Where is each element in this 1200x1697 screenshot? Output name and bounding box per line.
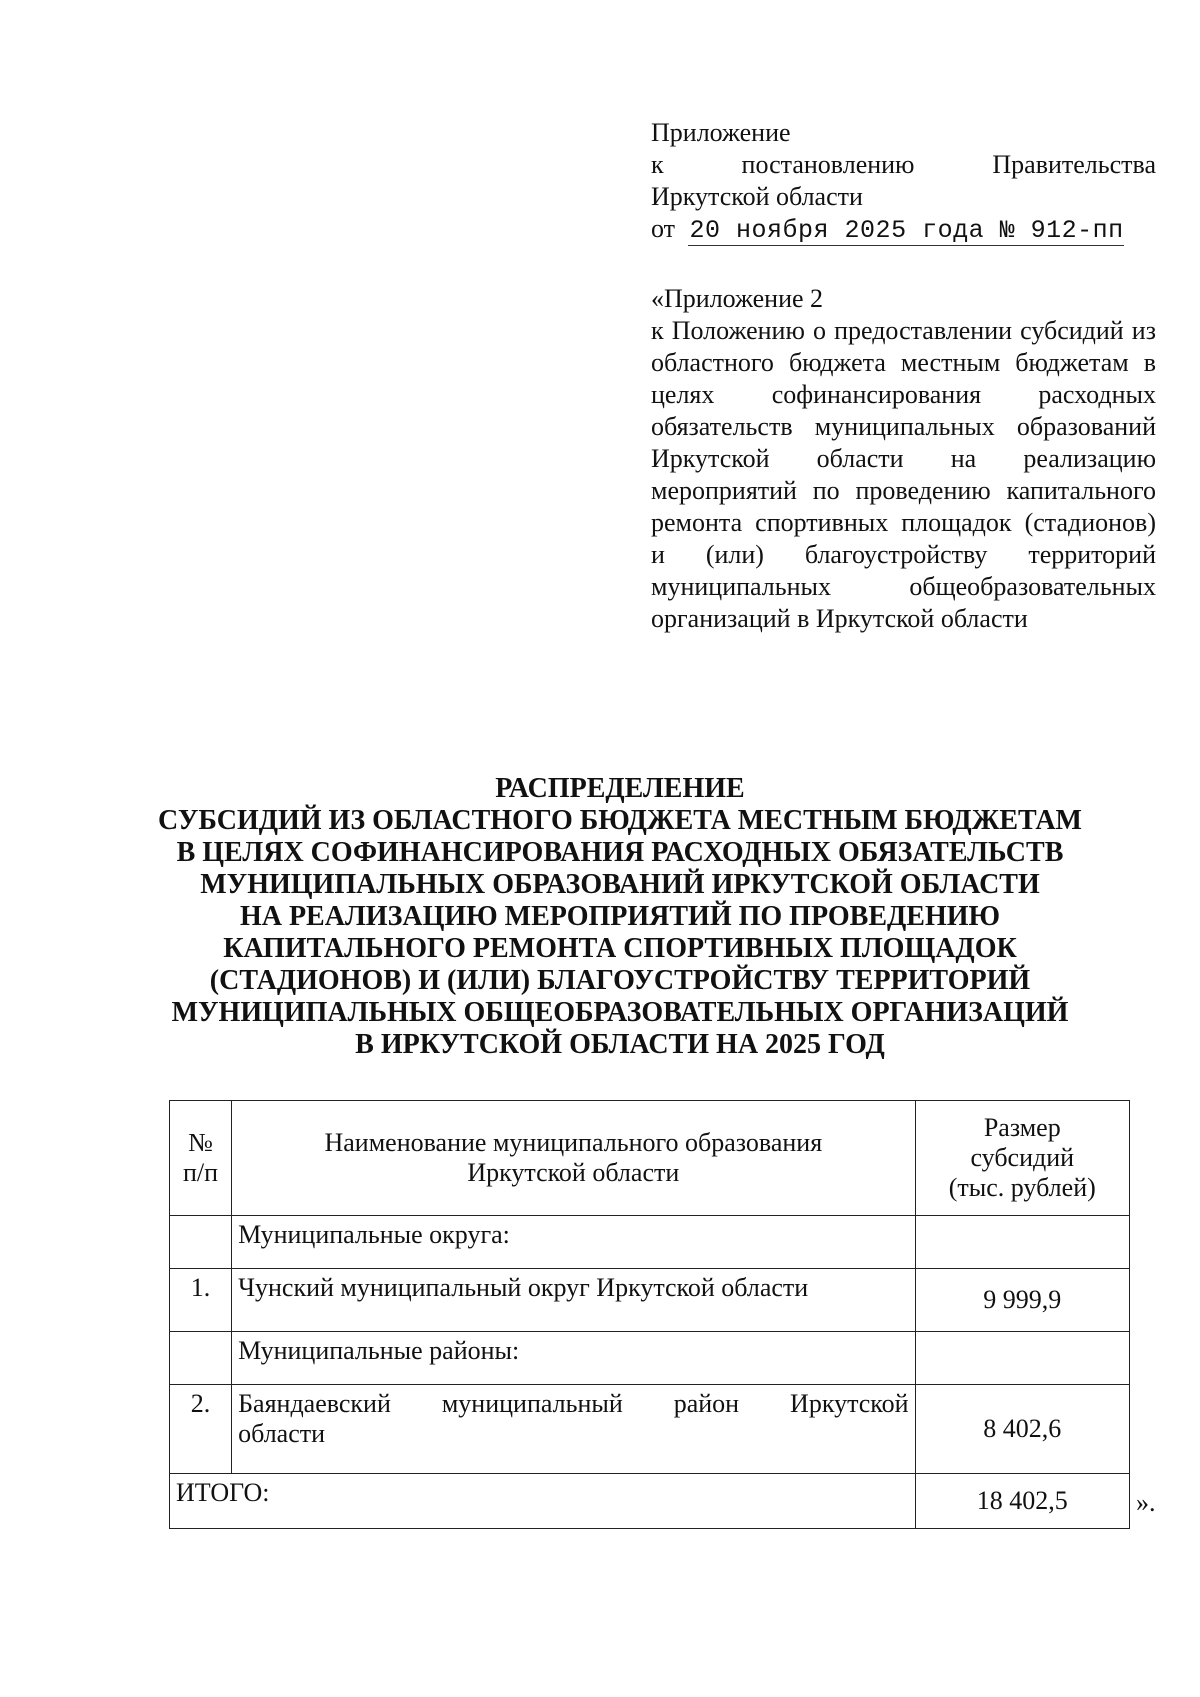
appendix-resolution-line: к постановлению Правительства	[651, 150, 1157, 179]
header-amount-cell: Размер субсидий (тыс. рублей)	[915, 1101, 1129, 1216]
title-line: МУНИЦИПАЛЬНЫХ ОБРАЗОВАНИЙ ИРКУТСКОЙ ОБЛАСТИ	[200, 869, 1040, 900]
title-line: КАПИТАЛЬНОГО РЕМОНТА СПОРТИВНЫХ ПЛОЩАДОК	[223, 933, 1017, 964]
date-prefix: от	[651, 214, 676, 243]
appendix-2-body: к Положению о предоставлении субсидий из областного бюджета местным бюджетам в целях софинансирования расходных обязательств муниципальных образований Иркутской области на реализацию мероприятий по проведению капитального ремонта спортивных площадок (стадионов) и (или) благоустройству территорий муниципальных общеобразовательных организаций в Иркутской области	[651, 316, 1156, 633]
table-header-row	[170, 1101, 1130, 1216]
resolution-date-number: 20 ноября 2025 года № 912-пп	[689, 216, 1124, 245]
appendix-region: Иркутской области	[651, 182, 863, 211]
appendix-block	[651, 117, 1156, 247]
row-amount: 8 402,6	[915, 1385, 1129, 1474]
table-row	[170, 1385, 1130, 1474]
header-number-cell: № п/п	[170, 1101, 232, 1216]
document-title	[140, 773, 1100, 1061]
title-line: В ИРКУТСКОЙ ОБЛАСТИ НА 2025 ГОД	[355, 1029, 885, 1060]
row-name: Чунский муниципальный округ Иркутской области	[232, 1269, 915, 1332]
row-name: Баяндаевский муниципальный район Иркутской области	[232, 1385, 915, 1474]
table-total-row	[170, 1474, 1130, 1529]
title-line: МУНИЦИПАЛЬНЫХ ОБЩЕОБРАЗОВАТЕЛЬНЫХ ОРГАНИЗАЦИЙ	[171, 997, 1069, 1028]
title-line: СУБСИДИЙ ИЗ ОБЛАСТНОГО БЮДЖЕТА МЕСТНЫМ БЮДЖЕТАМ	[158, 805, 1082, 836]
section-label: Муниципальные районы:	[232, 1332, 915, 1385]
appendix-date-line	[651, 213, 1156, 247]
total-label: ИТОГО:	[170, 1474, 916, 1529]
header-name-cell: Наименование муниципального образования Иркутской области	[232, 1101, 915, 1216]
title-line: В ЦЕЛЯХ СОФИНАНСИРОВАНИЯ РАСХОДНЫХ ОБЯЗАТЕЛЬСТВ	[176, 837, 1064, 868]
row-number: 1.	[170, 1269, 232, 1332]
title-line: РАСПРЕДЕЛЕНИЕ	[495, 773, 745, 804]
table-section-row	[170, 1216, 1130, 1269]
appendix-2-block	[651, 283, 1156, 635]
appendix-label: Приложение	[651, 118, 791, 147]
table-section-row	[170, 1332, 1130, 1385]
section-label: Муниципальные округа:	[232, 1216, 915, 1269]
title-line: (СТАДИОНОВ) И (ИЛИ) БЛАГОУСТРОЙСТВУ ТЕРРИТОРИЙ	[209, 965, 1031, 996]
subsidies-table	[169, 1100, 1130, 1529]
row-amount: 9 999,9	[915, 1269, 1129, 1332]
title-line: НА РЕАЛИЗАЦИЮ МЕРОПРИЯТИЙ ПО ПРОВЕДЕНИЮ	[239, 901, 1001, 932]
table-row	[170, 1269, 1130, 1332]
closing-quote-mark: ».	[1136, 1488, 1156, 1517]
total-amount: 18 402,5	[915, 1474, 1129, 1529]
appendix-2-heading: «Приложение 2	[651, 284, 824, 313]
row-number: 2.	[170, 1385, 232, 1474]
